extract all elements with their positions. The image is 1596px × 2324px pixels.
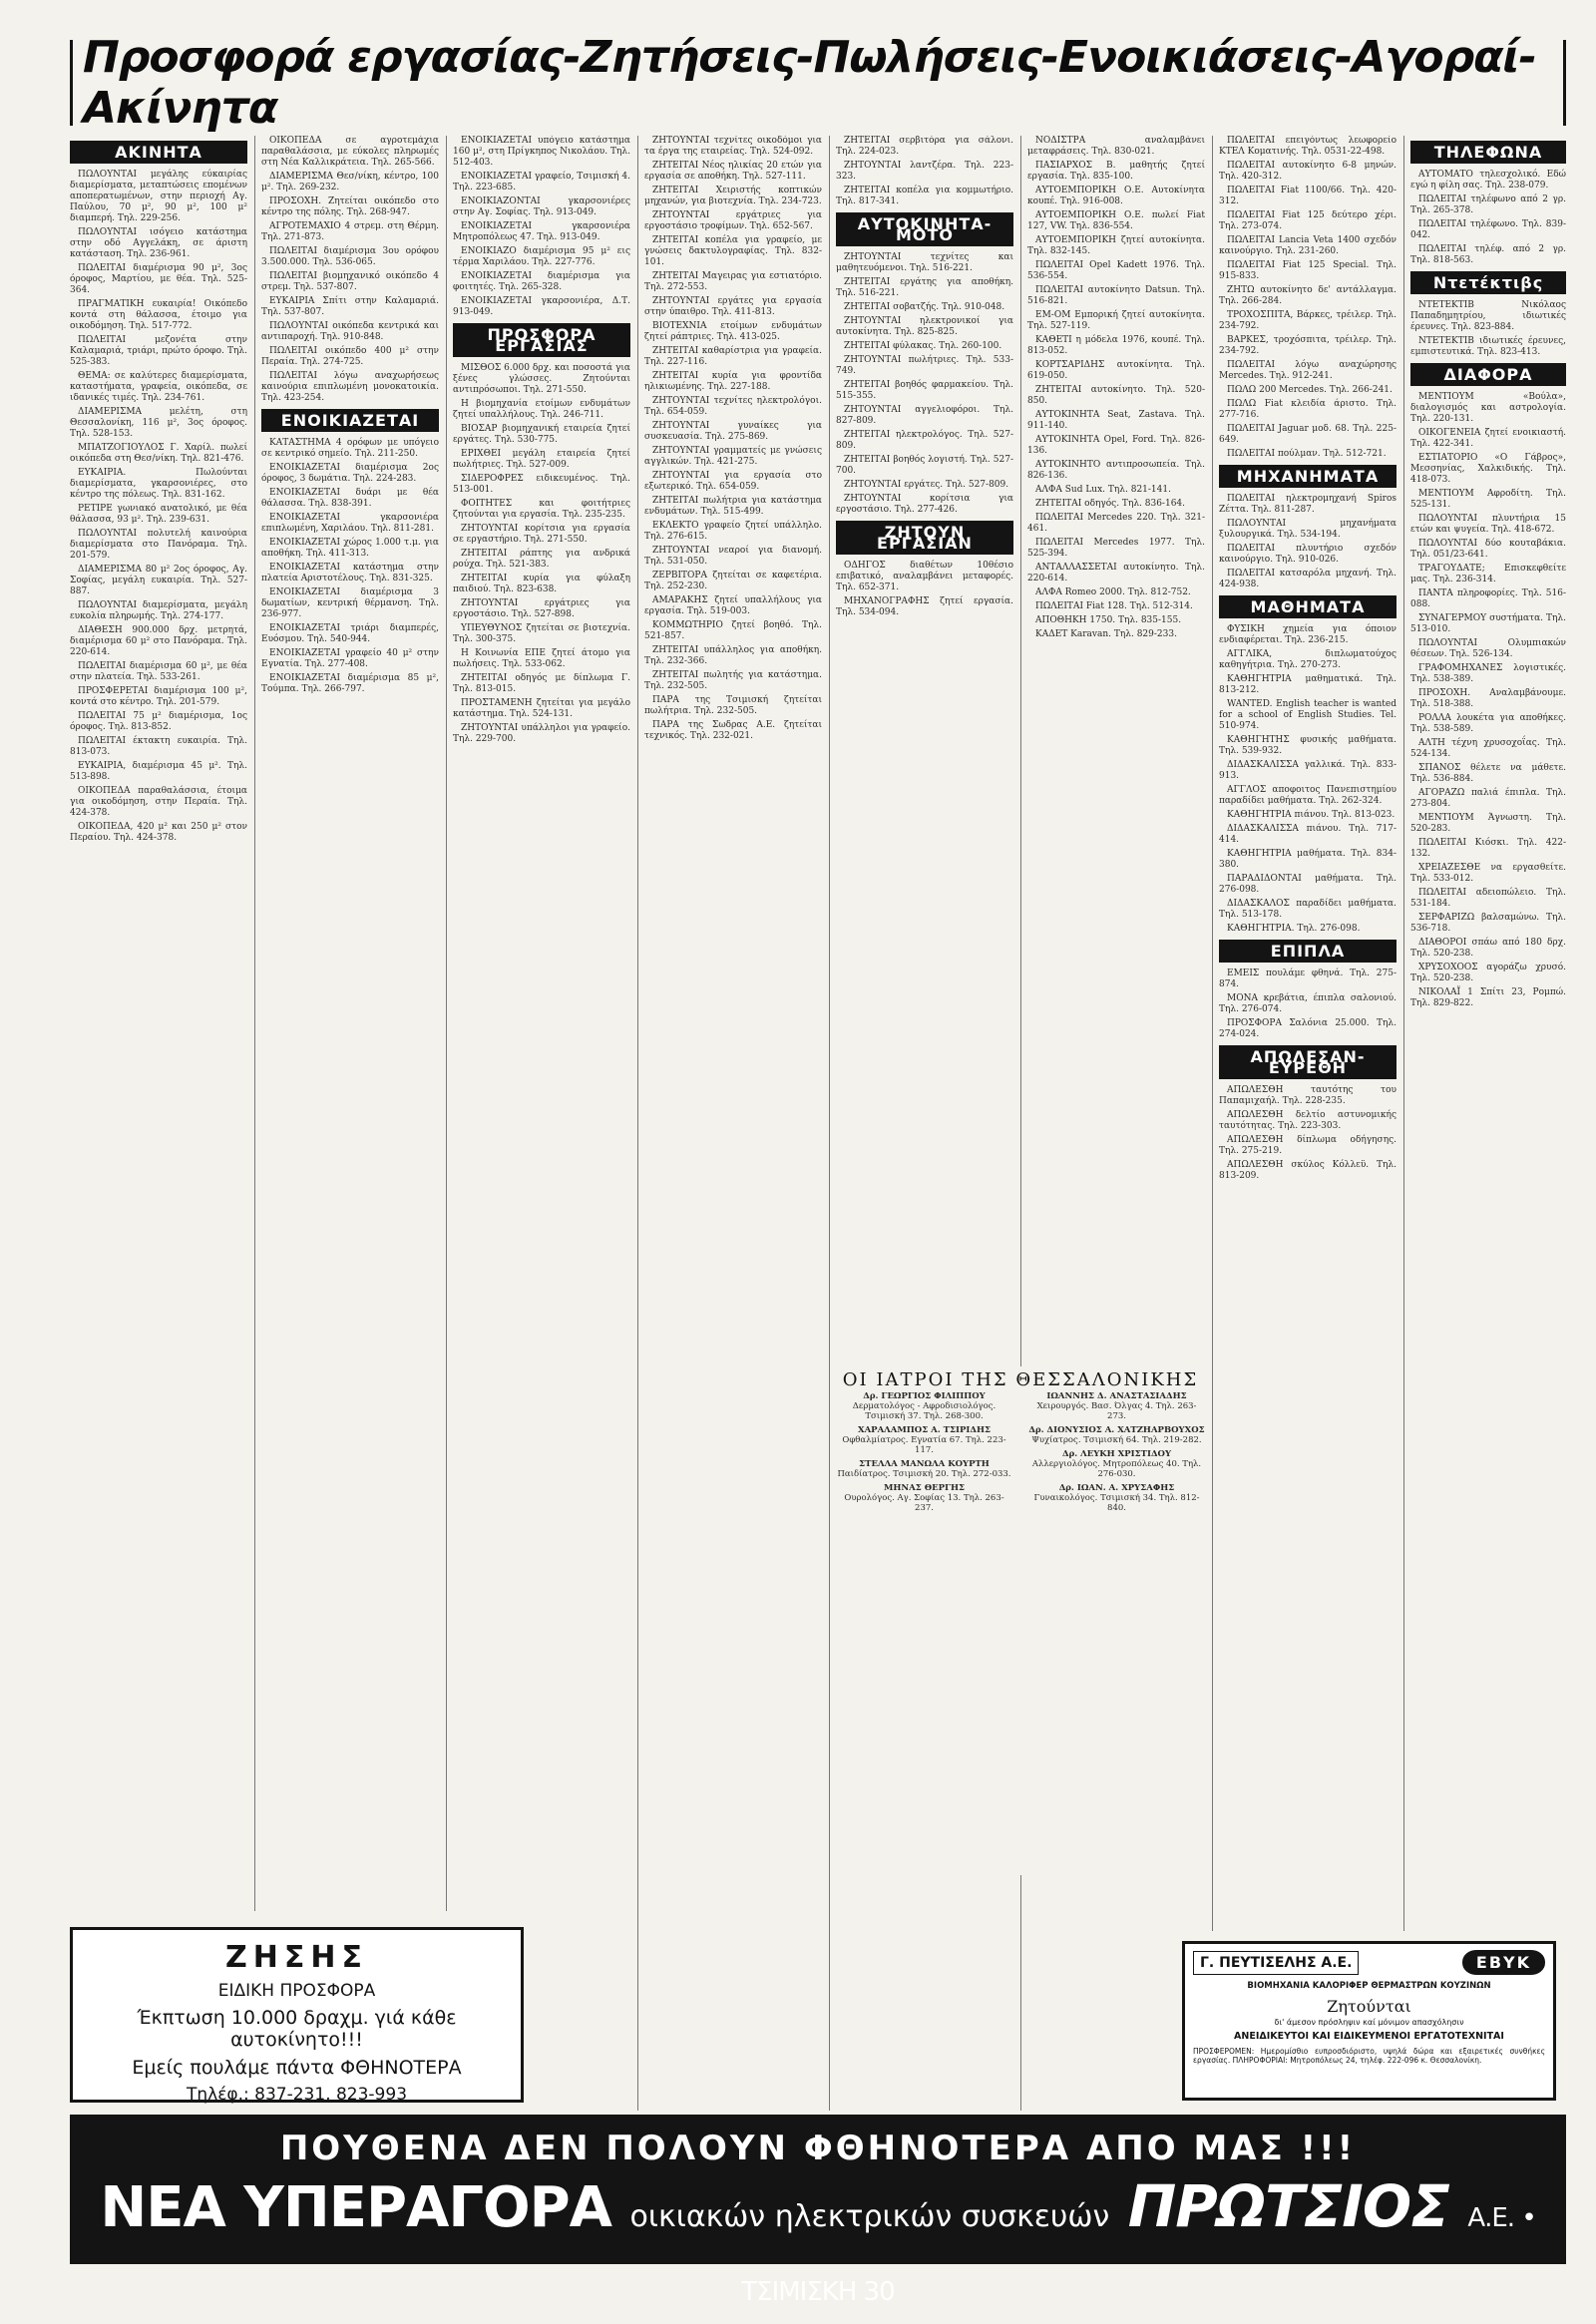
classified-ad: ΑΠΩΛΕΣΘΗ δίπλωμα οδήγησης. Τηλ. 275-219. (1219, 1135, 1396, 1156)
doctor-entry (1028, 1391, 1205, 1421)
classified-ad: ΖΗΤΕΙΤΑΙ κυρία για φροντίδα ηλικιωμένης. Τηλ. 227-188. (644, 371, 822, 392)
classified-ad: ΘΕΜΑ: σε καλύτερες διαμερίσματα, καταστήματα, γραφεία, οικόπεδα, σε ιδανικές τιμές. Τηλ. 234-761. (70, 371, 247, 403)
section-header-cars-moto: ΑΥΤΟΚΙΝΗΤΑ-ΜΟΤΟ (836, 212, 1013, 246)
doctor-entry (1028, 1449, 1205, 1479)
footer-address: Α.Ε. • ΤΣΙΜΙΣΚΗ 30 (741, 2203, 1536, 2307)
column-divider (1212, 136, 1213, 1931)
classified-ad: ΠΩΛΕΙΤΑΙ πούλμαν. Τηλ. 512-721. (1227, 449, 1387, 459)
classified-ad: ΠΩΛΕΙΤΑΙ τηλέφ. από 2 γρ. Τηλ. 818-563. (1410, 244, 1566, 265)
classified-ad: ΚΑΘΕΤΙ η μόδελα 1976, κουπέ. Τηλ. 813-052. (1027, 335, 1205, 356)
classified-ad: ΔΙΔΑΣΚΑΛΙΣΣΑ πιάνου. Τηλ. 717-414. (1219, 824, 1396, 845)
classified-ad: ΕΝΟΙΚΙΑΖΕΤΑΙ υπόγειο κατάστημα 160 μ², στη Πρίγκηπος Νικολάου. Τηλ. 512-403. (453, 136, 630, 168)
classified-ad: ΝΟΔΙΣΤΡΑ αναλαμβάνει μεταφράσεις. Τηλ. 830-021. (1027, 136, 1205, 157)
classified-ad: ΠΩΛΕΙΤΑΙ Jaguar μοδ. 68. Τηλ. 225-649. (1219, 424, 1396, 445)
classified-ad: ΕΝΟΙΚΙΑΖΕΤΑΙ τριάρι διαμπερές, Ευόσμου. Τηλ. 540-944. (261, 623, 439, 644)
classified-ad: ΑΥΤΟΕΜΠΟΡΙΚΗ Ο.Ε. πωλεί Fiat 127, VW. Τηλ. 836-554. (1027, 210, 1205, 231)
section-header-job-offers: ΠΡΟΣΦΟΡΑ ΕΡΓΑΣΙΑΣ (453, 323, 630, 357)
zisis-slogan: Εμείς πουλάμε πάντα ΦΘΗΝΟΤΕΡΑ (132, 2057, 462, 2079)
classified-ad: ΚΟΡΤΣΑΡΙΔΗΣ αυτοκίνητα. Τηλ. 619-050. (1027, 360, 1205, 381)
peftiselis-role: ΑΝΕΙΔΙΚΕΥΤΟΙ ΚΑΙ ΕΙΔΙΚΕΥΜΕΝΟΙ ΕΡΓΑΤΟΤΕΧΝΙΤΑΙ (1234, 2031, 1504, 2042)
classified-ad: ΜΕΝΤΙΟΥΜ «Βούλα», διαλογισμός και αστρολογία. Τηλ. 220-131. (1410, 392, 1566, 424)
classified-ad: ΠΡΟΣΦΟΡΑ Σαλόνια 25.000. Τηλ. 274-024. (1219, 1018, 1396, 1039)
peftiselis-hiring-ad (1182, 1941, 1556, 2101)
classified-ad: ΠΩΛΕΙΤΑΙ πλυντήριο σχεδόν καινούργιο. Τηλ. 910-026. (1219, 544, 1396, 565)
doctor-entry (1028, 1483, 1205, 1513)
footer-slogan: ΠΟΥΘΕΝΑ ΔΕΝ ΠΟΛΟΥΝ ΦΘΗΝΟΤΕΡΑ ΑΠΟ ΜΑΣ !!! (279, 2129, 1357, 2168)
doctor-info: Δερματολόγος - Αφροδισιολόγος. Τσιμισκή 37. Τηλ. 268-300. (852, 1401, 997, 1421)
section-header-furniture: ΕΠΙΠΛΑ (1219, 940, 1396, 963)
classified-ad: ΑΜΑΡΑΚΗΣ ζητεί υπαλλήλους για εργασία. Τηλ. 519-003. (644, 595, 822, 616)
classified-ad: ΖΗΤΟΥΝΤΑΙ για εργασία στο εξωτερικό. Τηλ. 654-059. (644, 471, 822, 492)
classified-ad: ΠΩΛΟΥΝΤΑΙ πλυντήρια 15 ετών και ψυγεία. Τηλ. 418-672. (1410, 514, 1566, 535)
classified-ad: ΔΙΑΘΕΣΗ 900.000 δρχ. μετρητά, διαμέρισμα 60 μ² στο Πανόραμα. Τηλ. 220-614. (70, 625, 247, 657)
classified-ad: ΣΙΔΕΡΟΦΡΕΣ ειδικευμένος. Τηλ. 513-001. (453, 474, 630, 495)
column-divider (829, 136, 830, 2111)
classified-ad: ΕΝΟΙΚΙΑΖΕΤΑΙ διαμέρισμα για φοιτητές. Τηλ. 265-328. (453, 271, 630, 292)
zisis-phone: Τηλέφ.: 837-231, 823-993 (186, 2085, 408, 2105)
zisis-brand: ΖΗΣΗΣ (225, 1940, 368, 1975)
classified-ad: ΖΗΤΕΙΤΑΙ σερβιτόρα για σάλονι. Τηλ. 224-023. (836, 136, 1013, 157)
classified-ad: ΒΑΡΚΕΣ, τροχόσπιτα, τρέιλερ. Τηλ. 234-792. (1219, 335, 1396, 356)
classified-ad: ΔΙΔΑΣΚΑΛΟΣ παραδίδει μαθήματα. Τηλ. 513-178. (1219, 899, 1396, 920)
classified-ad: ΑΓΓΛΙΚΑ, διπλωματούχος καθηγήτρια. Τηλ. 270-273. (1219, 649, 1396, 670)
doctor-entry (836, 1483, 1012, 1513)
classified-ad: ΕΥΚΑΙΡΙΑ, διαμέρισμα 45 μ². Τηλ. 513-898. (70, 761, 247, 782)
classified-ad: ΖΗΤΕΙΤΑΙ οδηγός με δίπλωμα Γ. Τηλ. 813-015. (453, 673, 630, 694)
classified-ad: ΠΑΡΑΔΙΔΟΝΤΑΙ μαθήματα. Τηλ. 276-098. (1219, 874, 1396, 895)
classified-ad: ΖΗΤΕΙΤΑΙ οδηγός. Τηλ. 836-164. (1035, 499, 1186, 509)
classified-ad: ΖΗΤΕΙΤΑΙ πωλητής για κατάστημα. Τηλ. 232-505. (644, 670, 822, 691)
classified-ad: ΓΡΑΦΟΜΗΧΑΝΕΣ λογιστικές. Τηλ. 538-389. (1410, 663, 1566, 684)
classified-ad: ΧΡΥΣΟΧΟΟΣ αγοράζω χρυσό. Τηλ. 520-238. (1410, 963, 1566, 983)
classified-ad: Η Κοινωνία ΕΠΕ ζητεί άτομο για πωλήσεις. Τηλ. 533-062. (453, 648, 630, 669)
classified-ad: ΠΩΛΕΙΤΑΙ Lancia Veta 1400 σχεδόν καινούργιο. Τηλ. 231-260. (1219, 235, 1396, 256)
column-divider (637, 136, 638, 2111)
classified-ad: ΜΠΑΤΖΟΓΙΟΥΛΟΣ Γ. Χαρίλ. πωλεί οικόπεδα στη Θεσ/νίκη. Τηλ. 821-476. (70, 443, 247, 464)
classified-ad: ΖΗΤΟΥΝΤΑΙ νεαροί για διανομή. Τηλ. 531-050. (644, 546, 822, 567)
classified-ad: ΝΙΚΟΛΑΪ 1 Σπίτι 23, Ρομπώ. Τηλ. 829-822. (1410, 987, 1566, 1008)
classified-ad: ΖΗΤΕΙΤΑΙ υπάλληλος για αποθήκη. Τηλ. 232-366. (644, 645, 822, 666)
classified-ad: ΠΩΛΕΙΤΑΙ Mercedes 220. Τηλ. 321-461. (1027, 513, 1205, 534)
classified-ad: ΖΗΤΕΙΤΑΙ βοηθός φαρμακείου. Τηλ. 515-355. (836, 380, 1013, 401)
classified-ad: ΕΝΟΙΚΙΑΖΕΤΑΙ διαμέρισμα 3 δωματίων, κεντρική θέρμανση. Τηλ. 236-977. (261, 587, 439, 619)
classified-ad: ΔΙΑΘΟΡΟΙ σπάω από 180 δρχ. Τηλ. 520-238. (1410, 938, 1566, 959)
classified-ad: ΠΡΟΣΟΧΗ. Ζητείται οικόπεδο στο κέντρο της πόλης. Τηλ. 268-947. (261, 196, 439, 217)
classified-ad: ΖΗΤΟΥΝΤΑΙ τεχνίτες οικοδόμοι για τα έργα της εταιρείας. Τηλ. 524-092. (644, 136, 822, 157)
classified-ad: ΖΗΤΕΙΤΑΙ φύλακας. Τηλ. 260-100. (844, 341, 1002, 351)
column-divider (446, 136, 447, 1911)
classified-ad: ΖΗΤΟΥΝΤΑΙ εργάτες. Τηλ. 527-809. (844, 480, 1009, 490)
doctor-info: Οφθαλμίατρος. Εγνατία 67. Τηλ. 223-117. (842, 1435, 1006, 1455)
classified-ad: ΚΑΘΗΓΗΤΡΙΑ μαθήματα. Τηλ. 834-380. (1219, 849, 1396, 870)
classified-ad: ΚΑΤΑΣΤΗΜΑ 4 ορόφων με υπόγειο σε κεντρικό σημείο. Τηλ. 211-250. (261, 438, 439, 459)
classified-ad: ΑΥΤΟΚΙΝΗΤΑ Seat, Zastava. Τηλ. 911-140. (1027, 410, 1205, 431)
classified-ad: ΑΥΤΟΜΑΤΟ τηλεσχολικό. Εδώ εγώ η φίλη σας. Τηλ. 238-079. (1410, 170, 1566, 191)
classified-ad: ΠΑΝΤΑ πληροφορίες. Τηλ. 516-088. (1410, 588, 1566, 609)
classified-ad: ΠΩΛΩ 200 Mercedes. Τηλ. 266-241. (1227, 385, 1393, 395)
classified-ad: ΑΥΤΟΕΜΠΟΡΙΚΗ ζητεί αυτοκίνητα. Τηλ. 832-145. (1027, 235, 1205, 256)
classified-ad: ΒΙΟΣΑΡ βιομηχανική εταιρεία ζητεί εργάτες. Τηλ. 530-775. (453, 424, 630, 445)
section-header-lessons: ΜΑΘΗΜΑΤΑ (1219, 595, 1396, 618)
classified-ad: ΠΩΛΟΥΝΤΑΙ δύο κουταβάκια. Τηλ. 051/23-641. (1410, 539, 1566, 560)
classified-ad: ΚΑΘΗΓΗΤΡΙΑ μαθηματικά. Τηλ. 813-212. (1219, 674, 1396, 695)
classified-ad: ΑΛΦΑ Romeo 2000. Τηλ. 812-752. (1035, 587, 1191, 597)
classified-ad: ΖΗΤΕΙΤΑΙ κοπέλα για κομμωτήριο. Τηλ. 817-341. (836, 186, 1013, 206)
classified-ad: ΖΗΤΟΥΝΤΑΙ υπάλληλοι για γραφείο. Τηλ. 229-700. (453, 723, 630, 744)
classified-ad: ΣΕΡΦΑΡΙΖΩ βαλσαμώνω. Τηλ. 536-718. (1410, 913, 1566, 934)
classified-ad: ΚΑΔΕΤ Karavan. Τηλ. 829-233. (1035, 629, 1177, 639)
classified-ad: ΠΩΛΕΙΤΑΙ τηλέφωνο από 2 γρ. Τηλ. 265-378. (1410, 194, 1566, 215)
classified-ad: ΕΡΙΧΘΕΙ μεγάλη εταιρεία ζητεί πωλήτριες. Τηλ. 527-009. (453, 449, 630, 470)
section-header-phones: ΤΗΛΕΦΩΝΑ (1410, 141, 1566, 164)
classified-ad: ΑΠΩΛΕΣΘΗ δελτίο αστυνομικής ταυτότητας. Τηλ. 223-303. (1219, 1110, 1396, 1131)
peftiselis-info: ΠΡΟΣΦΕΡΟΜΕΝ: Ημερομίσθιο ευπροσδιόριστο, υψηλά δώρα και εξαιρετικές συνθήκες εργασίας. ΠΛΗΡΟΦΟΡΙΑΙ: Μητροπόλεως 24, τηλέφ. 222-096 κ. Θεσσαλονίκη. (1193, 2047, 1545, 2065)
classified-ad: ΑΥΤΟΚΙΝΗΤΟ αντιπροσωπεία. Τηλ. 826-136. (1027, 460, 1205, 481)
classified-ad: ΤΡΟΧΟΣΠΙΤΑ, Βάρκες, τρέιλερ. Τηλ. 234-792. (1219, 310, 1396, 331)
classified-ad: ΜΗΧΑΝΟΓΡΑΦΗΣ ζητεί εργασία. Τηλ. 534-094. (836, 596, 1013, 617)
classified-ad: ΠΩΛΟΥΝΤΑΙ μεγάλης εύκαιρίας διαμερίσματα, μεταπτώσεις επομένων αποπερατωμένων, στην περιοχή Αγ. Παύλου, 70 μ², 90 μ², 100 μ² διαμπερή. Τηλ. 229-256. (70, 170, 247, 223)
page-title: Προσφορά εργασίας-Ζητήσεις-Πωλήσεις-Ενοικιάσεις-Αγοραί-Ακίνητα (73, 32, 1563, 134)
classified-ad: ΠΩΛΕΙΤΑΙ αυτοκίνητο Datsun. Τηλ. 516-821. (1027, 285, 1205, 306)
doctor-info: Ουρολόγος. Αγ. Σοφίας 13. Τηλ. 263-237. (844, 1493, 1004, 1513)
zisis-car-ad (70, 1927, 524, 2103)
classified-ad: ΕΝΟΙΚΙΑΖΕΤΑΙ γκαρσονιέρα, Δ.Τ. 913-049. (453, 296, 630, 317)
doctor-entry (836, 1425, 1012, 1455)
classified-ad: ΑΝΤΑΛΛΑΣΣΕΤΑΙ αυτοκίνητο. Τηλ. 220-614. (1027, 563, 1205, 583)
classified-ad: ΑΠΩΛΕΣΘΗ ταυτότης του Παπαμιχαήλ. Τηλ. 228-235. (1219, 1085, 1396, 1106)
section-header-lost-found: ΑΠΩΛΕΣΑΝ-ΕΥΡΕΘΗ (1219, 1045, 1396, 1079)
classified-ad: ΠΡΑΓΜΑΤΙΚΗ ευκαιρία! Οικόπεδο κοντά στη θάλασσα, έτοιμο για οικοδόμηση. Τηλ. 517-772. (70, 299, 247, 331)
classified-ad: ΤΡΑΓΟΥΔΑΤΕ; Επισκεφθείτε μας. Τηλ. 236-314. (1410, 564, 1566, 584)
classified-ad: ΖΗΤΕΙΤΑΙ Νέος ηλικίας 20 ετών για εργασία σε αποθήκη. Τηλ. 527-111. (644, 161, 822, 182)
classified-ad: ΟΙΚΟΠΕΔΑ σε αγροτεμάχια παραθαλάσσια, με εύκολες πληρωμές στη Νέα Καλλικράτεια. Τηλ. 265-566. (261, 136, 439, 168)
classified-ad: ΠΩΛΟΥΝΤΑΙ οικόπεδα κεντρικά και αντιπαροχή. Τηλ. 910-848. (261, 321, 439, 342)
doctor-name: Δρ. ΓΕΩΡΓΙΟΣ ΦΙΛΙΠΠΟΥ (863, 1391, 986, 1401)
classified-ad: ΑΥΤΟΕΜΠΟΡΙΚΗ Ο.Ε. Αυτοκίνητα κουπέ. Τηλ. 916-008. (1027, 186, 1205, 206)
classified-ad: ΦΥΣΙΚΗ χημεία για όποιον ενδιαφέρεται. Τηλ. 236-215. (1219, 624, 1396, 645)
classified-ad: ΔΙΑΜΕΡΙΣΜΑ μελέτη, στη Θεσσαλονίκη, 116 μ², 3ος όροφος. Τηλ. 528-153. (70, 407, 247, 439)
classified-ad: ΚΑΘΗΓΗΤΗΣ φυσικής μαθήματα. Τηλ. 539-932. (1219, 735, 1396, 756)
classified-ad: ΝΤΕΤΕΚΤΙΒ Νικόλαος Παπαδημητρίου, ιδιωτικές έρευνες. Τηλ. 823-884. (1410, 300, 1566, 332)
classified-ad: ΖΗΤΟΥΝΤΑΙ λαντζέρα. Τηλ. 223-323. (836, 161, 1013, 182)
classified-ad: ΕΝΟΙΚΙΑΖΕΤΑΙ γκαρσονιέρα επιπλωμένη, Χαριλάου. Τηλ. 811-281. (261, 513, 439, 534)
classified-ad: ΣΠΑΝΟΣ θέλετε να μάθετε. Τηλ. 536-884. (1410, 763, 1566, 784)
classified-ad: ΕΥΚΑΙΡΙΑ Σπίτι στην Καλαμαριά. Τηλ. 537-807. (261, 296, 439, 317)
column-phones-detectives-misc (1410, 136, 1566, 1931)
classified-ad: Η βιομηχανία ετοίμων ενδυμάτων ζητεί υπαλλήλους. Τηλ. 246-711. (453, 399, 630, 420)
classified-ad: ΠΩΛΟΥΝΤΑΙ Ολυμπιακών θέσεων. Τηλ. 526-134. (1410, 638, 1566, 659)
classified-ad: ΠΩΛΕΙΤΑΙ λόγω αναχωρήσεως καινούρια επιπλωμένη μονοκατοικία. Τηλ. 423-254. (261, 371, 439, 403)
zisis-subtitle: ΕΙΔΙΚΗ ΠΡΟΣΦΟΡΑ (217, 1981, 376, 2001)
classified-ad: ΠΡΟΣΤΑΜΕΝΗ ζητείται για μεγάλο κατάστημα. Τηλ. 524-131. (453, 698, 630, 719)
classified-ad: ΠΩΛΕΙΤΑΙ Mercedes 1977. Τηλ. 525-394. (1027, 538, 1205, 559)
section-header-misc: ΔΙΑΦΟΡΑ (1410, 363, 1566, 386)
doctor-name: ΧΑΡΑΛΑΜΠΟΣ Α. ΤΣΙΡΙΔΗΣ (857, 1425, 991, 1435)
classified-ad: ΠΩΛΕΙΤΑΙ αυτοκίνητο 6-8 μηνών. Τηλ. 420-312. (1219, 161, 1396, 182)
classified-ad: ΑΛΤΗ τέχνη χρυσοχοΐας. Τηλ. 524-134. (1410, 738, 1566, 759)
classified-ad: ΖΗΤΟΥΝΤΑΙ εργάτριες για εργοστάσιο τροφίμων. Τηλ. 652-567. (644, 210, 822, 231)
section-header-for-rent: ΕΝΟΙΚΙΑΖΕΤΑΙ (261, 409, 439, 432)
classified-ad: ΠΩΛΕΙΤΑΙ τηλέφωνο. Τηλ. 839-042. (1410, 219, 1566, 240)
column-real-estate (70, 136, 247, 1911)
classified-ad: ΠΩΛΕΙΤΑΙ έκτακτη ευκαιρία. Τηλ. 813-073. (70, 736, 247, 757)
classified-ad: ΖΗΤΕΙΤΑΙ κυρία για φύλαξη παιδιού. Τηλ. 823-638. (453, 574, 630, 594)
classified-ad: ΚΟΜΜΩΤΗΡΙΟ ζητεί βοηθό. Τηλ. 521-857. (644, 620, 822, 641)
classified-ad: ΖΗΤΟΥΝΤΑΙ πωλήτριες. Τηλ. 533-749. (836, 355, 1013, 376)
classified-ad: ΕΝΟΙΚΙΑΖΟΝΤΑΙ γκαρσονιέρες στην Αγ. Σοφίας. Τηλ. 913-049. (453, 196, 630, 217)
classified-ad: ΕΝΟΙΚΙΑΖΕΤΑΙ γραφείο 40 μ² στην Εγνατία. Τηλ. 277-408. (261, 648, 439, 669)
classified-ad: ΖΗΤΟΥΝΤΑΙ εργάτριες για εργοστάσιο. Τηλ. 527-898. (453, 598, 630, 619)
classified-ad: ΠΩΛΕΙΤΑΙ βιομηχανικό οικόπεδο 4 στρεμ. Τηλ. 537-807. (261, 271, 439, 292)
doctor-name: Δρ. ΛΕΥΚΗ ΧΡΙΣΤΙΔΟΥ (1061, 1449, 1172, 1459)
doctor-name: ΙΩΑΝΝΗΣ Δ. ΑΝΑΣΤΑΣΙΑΔΗΣ (1046, 1391, 1187, 1401)
classified-ad: ΦΟΙΤΗΤΕΣ και φοιτήτριες ζητούνται για εργασία. Τηλ. 235-235. (453, 499, 630, 520)
classified-ad: ΔΙΔΑΣΚΑΛΙΣΣΑ γαλλικά. Τηλ. 833-913. (1219, 760, 1396, 781)
doctor-name: Δρ. ΔΙΟΝΥΣΙΟΣ Α. ΧΑΤΖΗΑΡΒΟΥΧΟΣ (1028, 1425, 1205, 1435)
classified-ad: ΕΝΟΙΚΙΑΖΕΤΑΙ γραφείο, Τσιμισκή 4. Τηλ. 223-685. (453, 172, 630, 193)
classified-ad: ΠΑΣΙΑΡΧΟΣ Β. μαθητής ζητεί εργασία. Τηλ. 835-100. (1027, 161, 1205, 182)
footer-brand: ΠΡΩΤΣΙΟΣ (1127, 2172, 1449, 2240)
doctor-entry (836, 1459, 1012, 1479)
classified-ad: ΕΝΟΙΚΙΑΖΕΤΑΙ χώρος 1.000 τ.μ. για αποθήκη. Τηλ. 411-313. (261, 538, 439, 559)
classified-ad: ΖΗΤΕΙΤΑΙ βοηθός λογιστή. Τηλ. 527-700. (836, 455, 1013, 476)
footer-store-name: ΝΕΑ ΥΠΕΡΑΓΟΡΑ (100, 2175, 612, 2240)
classified-ad: WANTED. English teacher is wanted for a school of English Studies. Tel. 510-974. (1219, 699, 1396, 731)
classified-ad: ΠΩΛΕΙΤΑΙ διαμέρισμα 60 μ², με θέα στην πλατεία. Τηλ. 533-261. (70, 661, 247, 682)
classified-ad: ΑΓΓΛΟΣ αποφοιτος Πανεπιστημίου παραδίδει μαθήματα. Τηλ. 262-324. (1219, 785, 1396, 806)
doctor-info: Χειρουργός. Βασ. Όλγας 4. Τηλ. 263-273. (1036, 1401, 1197, 1421)
masthead-banner (70, 32, 1566, 134)
classified-ad: ΠΩΛΕΙΤΑΙ Fiat 125 Special. Τηλ. 915-833. (1219, 260, 1396, 281)
classified-ad: ΠΩΛΟΥΝΤΑΙ μηχανήματα ξυλουργικά. Τηλ. 534-194. (1219, 519, 1396, 540)
protsios-footer-ad (70, 2115, 1566, 2307)
classified-ad: ΠΩΛΕΙΤΑΙ ηλεκτρομηχανή Spiros Ζέττα. Τηλ. 811-287. (1219, 494, 1396, 515)
classified-ad: ΖΗΤΕΙΤΑΙ Χειριστής κοπτικών μηχανών, για βιοτεχνία. Τηλ. 234-723. (644, 186, 822, 206)
classified-ad: ΑΠΩΛΕΣΘΗ σκύλος Κόλλεϋ. Τηλ. 813-209. (1219, 1160, 1396, 1181)
classified-ad: ΠΩΛΟΥΝΤΑΙ διαμερίσματα, μεγάλη ευκολία πληρωμής. Τηλ. 274-177. (70, 600, 247, 621)
footer-tagline: οικιακών ηλεκτρικών συσκευών (629, 2199, 1110, 2234)
classified-ad: ΖΗΤΟΥΝΤΑΙ κορίτσια για εργασία σε εργαστήριο. Τηλ. 271-550. (453, 524, 630, 545)
doctor-entry (1028, 1425, 1205, 1445)
doctors-directory (836, 1366, 1205, 1875)
classified-ad: ΠΩΛΕΙΤΑΙ Opel Kadett 1976. Τηλ. 536-554. (1027, 260, 1205, 281)
classified-ad: ΕΝΟΙΚΙΑΖΕΤΑΙ διαμέρισμα 2ος όροφος, 3 δωμάτια. Τηλ. 224-283. (261, 463, 439, 484)
classified-ad: ΔΙΑΜΕΡΙΣΜΑ 80 μ² 2ος όροφος, Αγ. Σοφίας, μεγάλη ευκαιρία. Τηλ. 527-887. (70, 565, 247, 596)
classified-ad: ΖΗΤΕΙΤΑΙ εργάτης για αποθήκη. Τηλ. 516-221. (836, 277, 1013, 298)
doctor-info: Ψυχίατρος. Τσιμισκή 64. Τηλ. 219-282. (1031, 1435, 1202, 1445)
classified-ad: ΑΛΦΑ Sud Lux. Τηλ. 821-141. (1035, 485, 1171, 495)
column-job-offers (453, 136, 630, 2111)
peftiselis-company: Γ. ΠΕΥΤΙΣΕΛΗΣ Α.Ε. (1193, 1951, 1359, 1975)
classified-ad: ΚΑΘΗΓΗΤΡΙΑ. Τηλ. 276-098. (1227, 924, 1361, 934)
section-header-real-estate: ΑΚΙΝΗΤΑ (70, 141, 247, 164)
classified-ad: ΖΗΤΕΙΤΑΙ κοπέλα για γραφείο, με γνώσεις δακτυλογραφίας. Τηλ. 832-101. (644, 235, 822, 267)
classified-ad: ΠΩΛΕΙΤΑΙ διαμέρισμα 90 μ², 3ος όροφος, Μαρτίου, με θέα. Τηλ. 525-364. (70, 263, 247, 295)
classified-ad: ΖΗΤΕΙΤΑΙ σοβατζής. Τηλ. 910-048. (844, 302, 1005, 312)
doctor-info: Αλλεργιολόγος. Μητροπόλεως 40. Τηλ. 276-030. (1031, 1459, 1202, 1479)
doctor-name: ΜΗΝΑΣ ΘΕΡΓΗΣ (883, 1483, 966, 1493)
classified-ad: ΖΗΤΕΙΤΑΙ ηλεκτρολόγος. Τηλ. 527-809. (836, 430, 1013, 451)
classified-ad: ΖΗΤΟΥΝΤΑΙ ηλεκτρονικοί για αυτοκίνητα. Τηλ. 825-825. (836, 316, 1013, 337)
evyk-logo: ΕΒΥΚ (1462, 1950, 1545, 1975)
classified-ad: ΕΥΚΑΙΡΙΑ. Πωλούνται διαμερίσματα, γκαρσονιέρες, στο κέντρο της πόλεως. Τηλ. 831-162. (70, 468, 247, 500)
classified-ad: ΖΗΤΟΥΝΤΑΙ γραμματείς με γνώσεις αγγλικών. Τηλ. 421-275. (644, 446, 822, 467)
classified-ad: ΕΝΟΙΚΙΑΖΟ διαμέρισμα 95 μ² εις τέρμα Χαριλάου. Τηλ. 227-776. (453, 246, 630, 267)
classified-ad: ΖΗΤΩ αυτοκίνητο δε' αντάλλαγμα. Τηλ. 266-284. (1219, 285, 1396, 306)
classified-ad: ΠΩΛΕΙΤΑΙ οικόπεδο 400 μ² στην Περαία. Τηλ. 274-725. (261, 346, 439, 367)
classified-ad: ΖΗΤΟΥΝΤΑΙ αγγελιοφόροι. Τηλ. 827-809. (836, 405, 1013, 426)
column-wanted-staff (644, 136, 822, 2111)
classified-ad: ΕΚΛΕΚΤΟ γραφείο ζητεί υπάλληλο. Τηλ. 276-615. (644, 521, 822, 542)
classified-ad: ΠΩΛΕΙΤΑΙ μεζονέτα στην Καλαμαριά, τριάρι, πρώτο όροφο. Τηλ. 525-383. (70, 335, 247, 367)
newspaper-page (70, 32, 1566, 2307)
classified-ad: ΠΩΛΟΥΝΤΑΙ πολυτελή καινούρια διαμερίσματα στο Πανόραμα. Τηλ. 201-579. (70, 529, 247, 561)
classified-ad: ΑΠΟΘΗΚΗ 1750. Τηλ. 835-155. (1035, 615, 1182, 625)
classified-ad: ΑΥΤΟΚΙΝΗΤΑ Opel, Ford. Τηλ. 826-136. (1027, 435, 1205, 456)
doctor-entry (836, 1391, 1012, 1421)
classified-ad: ΠΩΛΩ Fiat κλειδία άριστο. Τηλ. 277-716. (1219, 399, 1396, 420)
classified-ad: ΠΩΛΟΥΝΤΑΙ ισόγειο κατάστημα στην οδό Αγγελάκη, σε άριστη κατάσταση. Τηλ. 236-961. (70, 227, 247, 259)
classified-ad: ΟΙΚΟΠΕΔΑ παραθαλάσσια, έτοιμα για οικοδόμηση, στην Περαία. Τηλ. 424-378. (70, 786, 247, 818)
classified-ad: ΠΩΛΕΙΤΑΙ διαμέρισμα 3ου ορόφου 3.500.000. Τηλ. 536-065. (261, 246, 439, 267)
classified-ad: ΝΤΕΤΕΚΤΙΒ ιδιωτικές έρευνες, εμπιστευτικά. Τηλ. 823-413. (1410, 336, 1566, 357)
classified-ad: ΑΓΡΟΤΕΜΑΧΙΟ 4 στρεμ. στη Θέρμη. Τηλ. 271-873. (261, 221, 439, 242)
classified-ad: ΠΩΛΕΙΤΑΙ Κιόσκι. Τηλ. 422-132. (1410, 838, 1566, 859)
classified-ad: ΠΩΛΕΙΤΑΙ κατσαρόλα μηχανή. Τηλ. 424-938. (1219, 569, 1396, 589)
classified-ad: ΔΙΑΜΕΡΙΣΜΑ Θεσ/νίκη, κέντρο, 100 μ². Τηλ. 269-232. (261, 172, 439, 193)
section-header-detectives: Ντετέκτιβς (1410, 271, 1566, 294)
classified-ad: ΖΗΤΕΙΤΑΙ αυτοκίνητο. Τηλ. 520-850. (1027, 385, 1205, 406)
classified-ad: ΜΙΣΘΟΣ 6.000 δρχ. και ποσοστά για ξένες γλώσσες. Ζητούνται αντιπρόσωποι. Τηλ. 271-550. (453, 363, 630, 395)
classified-ad: ΕΜΕΙΣ πουλάμε φθηνά. Τηλ. 275-874. (1219, 968, 1396, 989)
classified-ad: ΒΙΟΤΕΧΝΙΑ ετοίμων ενδυμάτων ζητεί ράπτριες. Τηλ. 413-025. (644, 321, 822, 342)
classified-ad: ΠΑΡΑ της Τσιμισκή ζητείται πωλήτρια. Τηλ. 232-505. (644, 695, 822, 716)
classified-ad: ΠΩΛΕΙΤΑΙ Fiat 1100/66. Τηλ. 420-312. (1219, 186, 1396, 206)
classified-ad: ΕΝΟΙΚΙΑΖΕΤΑΙ γκαρσονιέρα Μητροπόλεως 47. Τηλ. 913-049. (453, 221, 630, 242)
peftiselis-industry: ΒΙΟΜΗΧΑΝΙΑ ΚΑΛΟΡΙΦΕΡ ΘΕΡΜΑΣΤΡΩΝ ΚΟΥΖΙΝΩΝ (1247, 1981, 1491, 1991)
classified-ad: ΟΙΚΟΠΕΔΑ, 420 μ² και 250 μ² στον Περαίου. Τηλ. 424-378. (70, 822, 247, 843)
classified-ad: ΟΔΗΓΟΣ διαθέτων 10θέσιο επιβατικό, αναλαμβάνει μεταφορές. Τηλ. 652-371. (836, 561, 1013, 592)
classified-ad: ΖΗΤΟΥΝΤΑΙ τεχνίτες ηλεκτρολόγοι. Τηλ. 654-059. (644, 396, 822, 417)
classified-ad: ΖΗΤΟΥΝΤΑΙ εργάτες για εργασία στην ύπαιθρο. Τηλ. 411-813. (644, 296, 822, 317)
classified-ad: ΠΩΛΕΙΤΑΙ Fiat 128. Τηλ. 512-314. (1035, 601, 1193, 611)
doctor-name: ΣΤΕΛΛΑ ΜΑΝΩΛΑ ΚΟΥΡΤΗ (859, 1459, 990, 1469)
classified-ad: ΖΗΤΕΙΤΑΙ Μαγειρας για εστιατόριο. Τηλ. 272-553. (644, 271, 822, 292)
column-plots-rent (261, 136, 439, 1911)
classified-ad: ΖΗΤΟΥΝΤΑΙ κορίτσια για εργοστάσιο. Τηλ. 277-426. (836, 494, 1013, 515)
classified-ad: ΜΟΝΑ κρεβάτια, έπιπλα σαλονιού. Τηλ. 276-074. (1219, 993, 1396, 1014)
classified-ad: ΖΗΤΟΥΝΤΑΙ γυναίκες για συσκευασία. Τηλ. 275-869. (644, 421, 822, 442)
classified-ad: ΟΙΚΟΓΕΝΕΙΑ ζητεί ενοικιαστή. Τηλ. 422-341. (1410, 428, 1566, 449)
classified-ad: ΚΑΘΗΓΗΤΡΙΑ πιάνου. Τηλ. 813-023. (1227, 810, 1396, 820)
classified-ad: ΠΩΛΕΙΤΑΙ λόγω αναχώρησης Mercedes. Τηλ. 912-241. (1219, 360, 1396, 381)
classified-ad: ΖΗΤΟΥΝΤΑΙ τεχνίτες και μαθητευόμενοι. Τηλ. 516-221. (836, 252, 1013, 273)
doctors-title: ΟΙ ΙΑΤΡΟΙ ΤΗΣ ΘΕΣΣΑΛΟΝΙΚΗΣ (842, 1369, 1199, 1390)
classified-ad: ΠΑΡΑ της Σωδρας Α.Ε. ζητείται τεχνικός. Τηλ. 232-021. (644, 720, 822, 741)
section-header-machines: ΜΗΧΑΝΗΜΑΤΑ (1219, 465, 1396, 488)
section-header-seeking-work: ΖΗΤΟΥΝ ΕΡΓΑΣΙΑΝ (836, 521, 1013, 555)
column-machines-lessons-furniture (1219, 136, 1396, 1931)
classified-ad: ΑΓΟΡΑΖΩ παλιά έπιπλα. Τηλ. 273-804. (1410, 788, 1566, 809)
classified-ad: ΕΝΟΙΚΙΑΖΕΤΑΙ διαμέρισμα 85 μ², Τούμπα. Τηλ. 266-797. (261, 673, 439, 694)
classified-ad: ΠΡΟΣΟΧΗ. Αναλαμβάνουμε. Τηλ. 518-388. (1410, 688, 1566, 709)
classified-ad: ΠΩΛΕΙΤΑΙ επειγόντως λεωφορείο ΚΤΕΛ Κοματινής. Τηλ. 0531-22-498. (1219, 136, 1396, 157)
classified-ad: ΕΝΟΙΚΙΑΖΕΤΑΙ δυάρι με θέα θάλασσα. Τηλ. 838-391. (261, 488, 439, 509)
column-divider (254, 136, 255, 1911)
column-divider (1403, 136, 1404, 1931)
peftiselis-detail: δι' άμεσον πρόσληψιν καί μόνιμον απασχόλησιν (1274, 2018, 1464, 2027)
classified-ad: ΡΟΛΛΑ λουκέτα για αποθήκες. Τηλ. 538-589. (1410, 713, 1566, 734)
classified-ad: ΕΜ-ΟΜ Εμπορική ζητεί αυτοκίνητα. Τηλ. 527-119. (1027, 310, 1205, 331)
classified-ad: ΥΠΕΥΘΥΝΟΣ ζητείται σε βιοτεχνία. Τηλ. 300-375. (453, 623, 630, 644)
classified-ad: ΖΗΤΕΙΤΑΙ καθαρίστρια για γραφεία. Τηλ. 227-116. (644, 346, 822, 367)
classified-ad: ΕΣΤΙΑΤΟΡΙΟ «Ο Γάβρος», Μεσσηνίας, Χαλκιδικής. Τηλ. 418-073. (1410, 453, 1566, 485)
doctor-name: Δρ. ΙΩΑΝ. Α. ΧΡΥΣΑΦΗΣ (1058, 1483, 1175, 1493)
classified-ad: ΖΗΤΕΙΤΑΙ ράπτης για ανδρικά ρούχα. Τηλ. 521-383. (453, 549, 630, 570)
classified-ad: ΠΩΛΕΙΤΑΙ αδειοπώλειο. Τηλ. 531-184. (1410, 888, 1566, 909)
classified-ad: ΜΕΝΤΙΟΥΜ Αφροδίτη. Τηλ. 525-131. (1410, 489, 1566, 510)
doctor-info: Παιδίατρος. Τσιμισκή 20. Τηλ. 272-033. (837, 1469, 1011, 1479)
zisis-discount: Έκπτωση 10.000 δραχμ. γιά κάθε αυτοκίνητο!!! (137, 2007, 457, 2051)
classified-ad: ΕΝΟΙΚΙΑΖΕΤΑΙ κατάστημα στην πλατεία Αριστοτέλους. Τηλ. 831-325. (261, 563, 439, 583)
classified-ad: ΠΩΛΕΙΤΑΙ Fiat 125 δεύτερο χέρι. Τηλ. 273-074. (1219, 210, 1396, 231)
classified-ad: ΡΕΤΙΡΕ γωνιακό ανατολικό, με θέα θάλασσα, 93 μ². Τηλ. 239-631. (70, 504, 247, 525)
classified-ad: ΖΗΤΕΙΤΑΙ πωλήτρια για κατάστημα ενδυμάτων. Τηλ. 515-499. (644, 496, 822, 517)
peftiselis-wanted: Ζητούνται (1327, 1997, 1411, 2016)
classified-ad: ΠΡΟΣΦΕΡΕΤΑΙ διαμέρισμα 100 μ², κοντά στο κέντρο. Τηλ. 201-579. (70, 686, 247, 707)
doctor-info: Γυναικολόγος. Τσιμισκή 34. Τηλ. 812-840. (1033, 1493, 1200, 1513)
classified-ad: ΖΕΡΒΙΤΟΡΑ ζητείται σε καφετέρια. Τηλ. 252-230. (644, 571, 822, 591)
classified-ad: ΣΥΝΑΓΕΡΜΟΥ συστήματα. Τηλ. 513-010. (1410, 613, 1566, 634)
classified-ad: ΜΕΝΤΙΟΥΜ Άγνωστη. Τηλ. 520-283. (1410, 813, 1566, 834)
classified-ad: ΠΩΛΕΙΤΑΙ 75 μ² διαμέρισμα, 1ος όροφος. Τηλ. 813-852. (70, 711, 247, 732)
classified-ad: ΧΡΕΙΑΖΕΣΘΕ να εργασθείτε. Τηλ. 533-012. (1410, 863, 1566, 884)
